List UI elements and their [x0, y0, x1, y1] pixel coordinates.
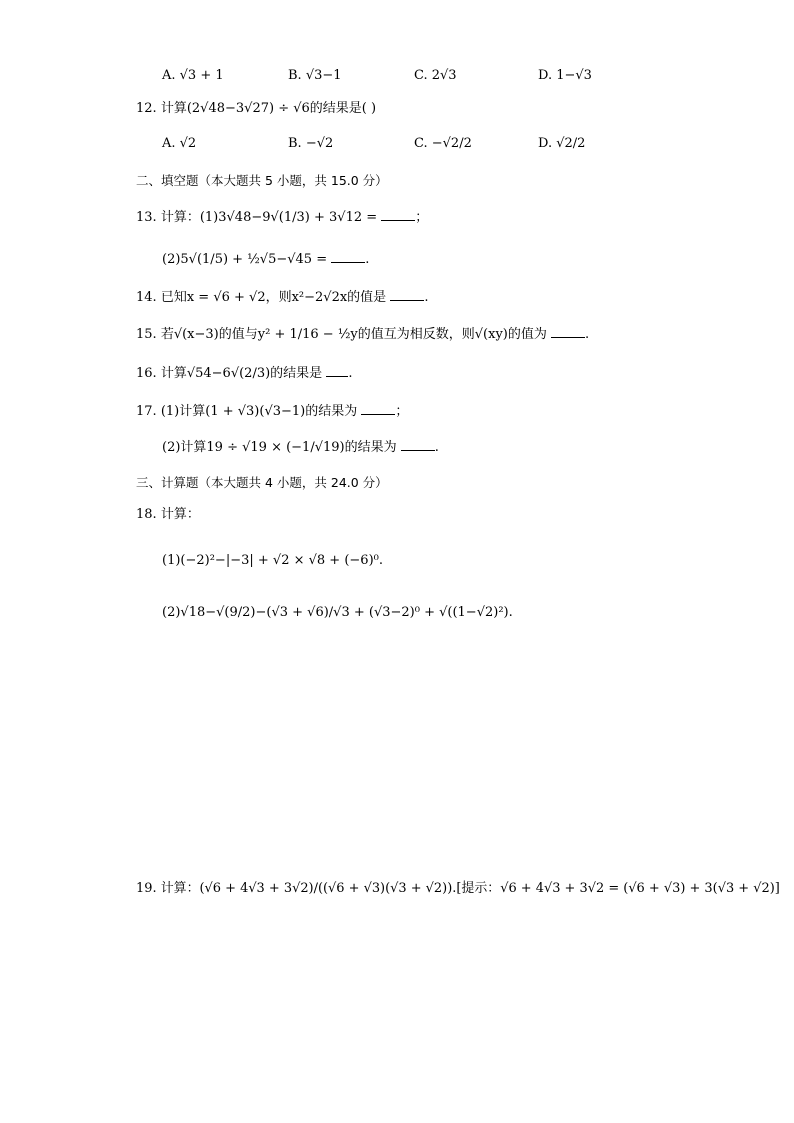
question-text: 若√(x−3)的值与y² + 1/16 − ½y的值互为相反数，则√(xy)的值为: [160, 327, 547, 342]
q11-option-c: C. 2√3: [414, 68, 457, 83]
question-text: (2)计算19 ÷ √19 × (−1/√19)的结果为: [162, 440, 397, 455]
answer-blank[interactable]: [401, 438, 435, 451]
question-text: 计算：(1)3√48−9√(1/3) + 3√12 =: [160, 210, 378, 225]
question-text: 计算：(√6 + 4√3 + 3√2)/((√6 + √3)(√3 + √2)).[提示：√6 + 4√3 + 3√2 = (√6 + √3) + 3(√3 + √2)]: [160, 881, 780, 896]
question-text: 计算√54−6√(2/3)的结果是: [160, 366, 323, 381]
question-18: [136, 506, 200, 524]
q11-option-d: D. 1−√3: [538, 68, 592, 83]
q12-option-b: B. −√2: [288, 136, 334, 151]
question-12: [136, 100, 376, 118]
q12-option-a: A. √2: [162, 136, 197, 151]
question-18-part-2: (2)√18−√(9/2)−(√3 + √6)/√3 + (√3−2)⁰ + √((1−√2)²).: [162, 605, 513, 620]
question-text: (2)5√(1/5) + ½√5−√45 =: [162, 252, 328, 267]
question-text: (1)计算(1 + √3)(√3−1)的结果为: [160, 404, 358, 419]
question-17: [136, 402, 408, 421]
section-heading-calculation: 三、计算题（本大题共 4 小题，共 24.0 分）: [136, 475, 388, 490]
q11-option-b: B. √3−1: [288, 68, 342, 83]
question-text: 已知x = √6 + √2，则x²−2√2x的值是: [160, 290, 387, 305]
answer-blank[interactable]: [381, 208, 415, 221]
punctuation: ；: [395, 404, 409, 419]
question-number: 19.: [136, 881, 157, 896]
question-13: [136, 208, 428, 227]
question-number: 18.: [136, 507, 157, 522]
question-number: 13.: [136, 210, 157, 225]
answer-blank[interactable]: [331, 250, 365, 263]
q12-option-c: C. −√2/2: [414, 136, 472, 151]
question-19: [136, 880, 780, 898]
question-14: [136, 288, 428, 307]
question-number: 15.: [136, 327, 157, 342]
question-18-part-1: (1)(−2)²−|−3| + √2 × √8 + (−6)⁰.: [162, 553, 383, 568]
answer-blank[interactable]: [390, 288, 424, 301]
punctuation: .: [424, 290, 429, 305]
question-number: 12.: [136, 101, 157, 116]
question-text: 计算(2√48−3√27) ÷ √6的结果是( ): [160, 101, 377, 116]
q12-option-d: D. √2/2: [538, 136, 586, 151]
punctuation: .: [365, 252, 370, 267]
question-number: 17.: [136, 404, 157, 419]
question-text: 计算：: [160, 507, 200, 522]
question-number: 14.: [136, 290, 157, 305]
question-16: [136, 364, 352, 383]
answer-blank[interactable]: [551, 325, 585, 338]
punctuation: ；: [415, 210, 429, 225]
section-heading-fill-in: 二、填空题（本大题共 5 小题，共 15.0 分）: [136, 173, 388, 188]
punctuation: .: [585, 327, 590, 342]
answer-blank[interactable]: [326, 364, 348, 377]
q11-option-a: A. √3 + 1: [162, 68, 224, 83]
question-13-part-2: [162, 250, 369, 269]
punctuation: .: [434, 440, 439, 455]
question-17-part-2: [162, 438, 439, 457]
punctuation: .: [348, 366, 353, 381]
question-15: [136, 325, 589, 344]
question-number: 16.: [136, 366, 157, 381]
answer-blank[interactable]: [361, 402, 395, 415]
